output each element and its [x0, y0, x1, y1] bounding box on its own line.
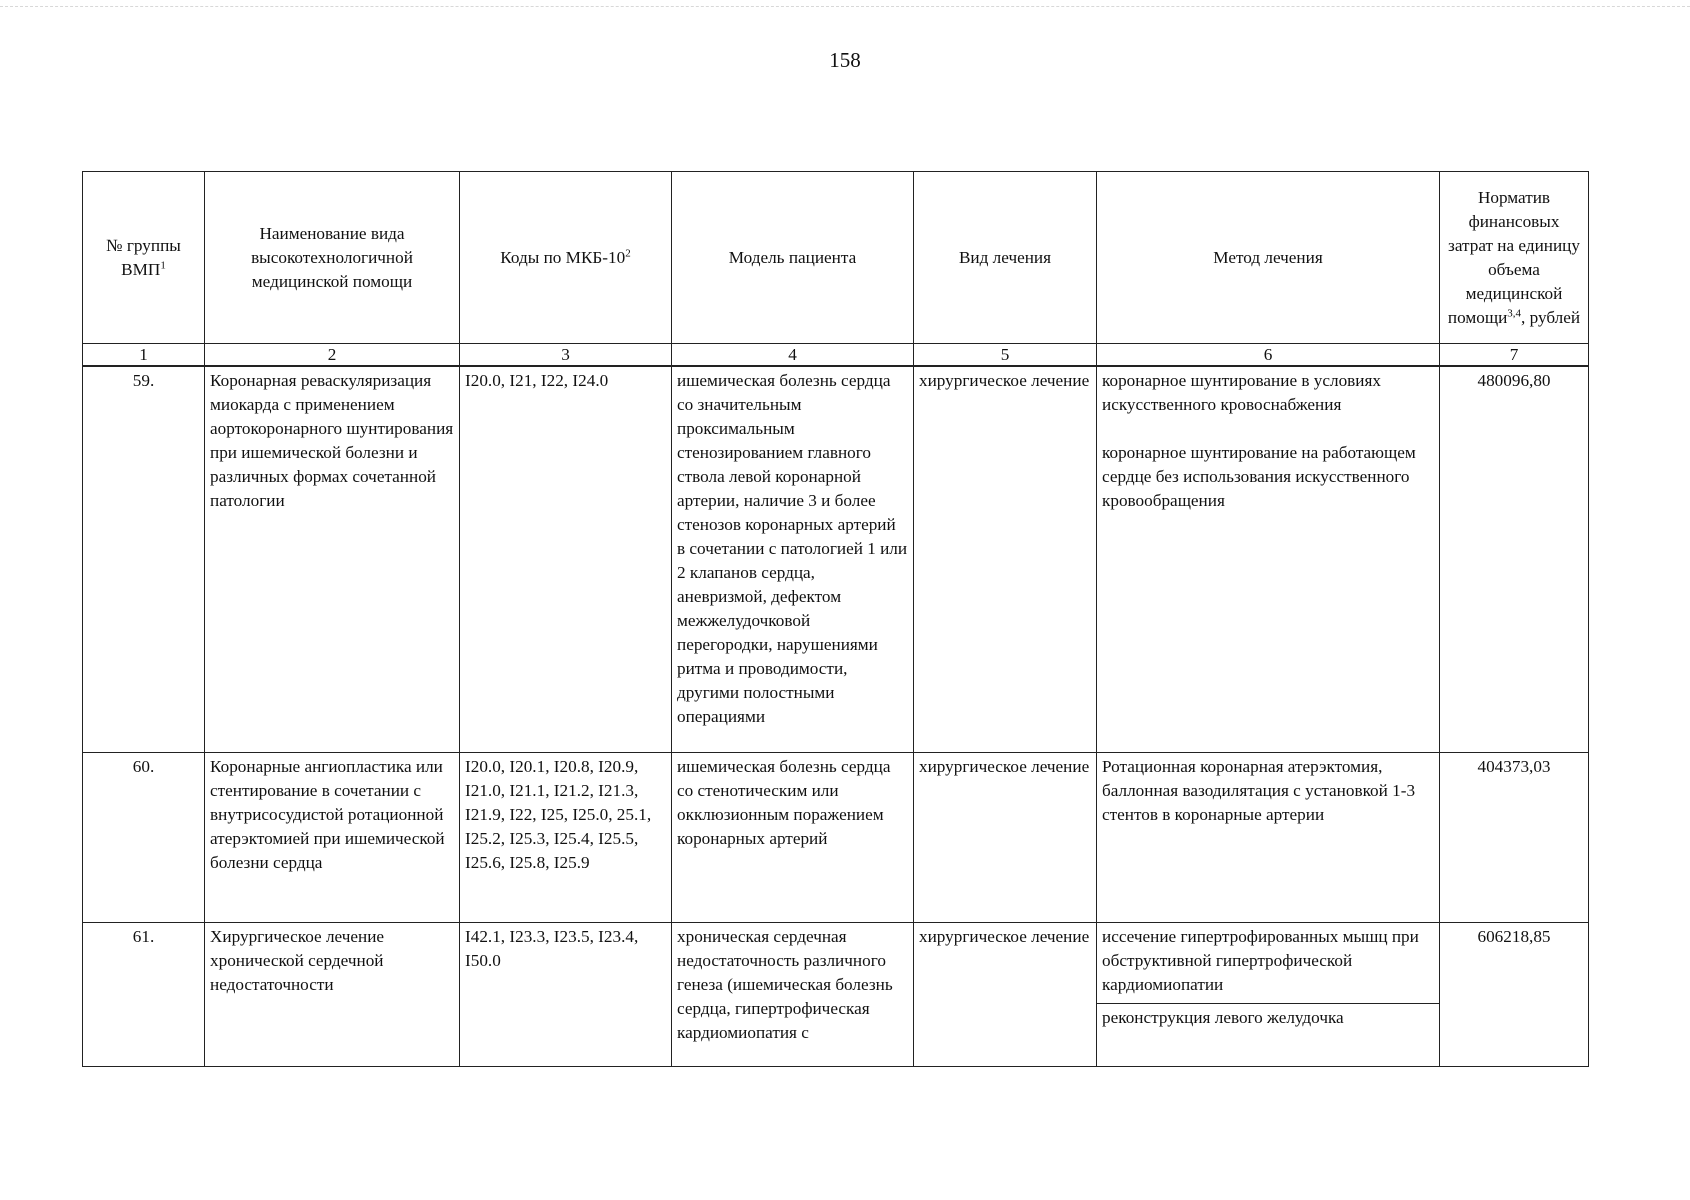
treatment-type: хирургическое лечение [914, 922, 1097, 1066]
column-number: 6 [1097, 344, 1440, 367]
method-item: коронарное шунтирование на работающем сердце без использования искусственного кровообращения [1102, 443, 1416, 510]
header-name: Наименование вида высокотехнологичной медицинской помощи [205, 172, 460, 344]
care-type-name: Коронарная реваскуляризация миокарда с применением аортокоронарного шунтирования при ишемической болезни и различных формах сочетанной патологии [205, 366, 460, 752]
header-cost: Норматив финансовых затрат на единицу объема медицинской помощи$^{3,4}$, рублей [1440, 172, 1589, 344]
group-number: 61. [83, 922, 205, 1066]
table-row [83, 752, 1589, 922]
table-row [83, 922, 1589, 1066]
header-group: № группы ВМП$^1$ [83, 172, 205, 344]
column-number: 7 [1440, 344, 1589, 367]
icd-codes: I20.0, I21, I22, I24.0 [460, 366, 672, 752]
group-number: 59. [83, 366, 205, 752]
patient-model: ишемическая болезнь сердца со стенотическим или окклюзионным поражением коронарных артерий [672, 752, 914, 922]
patient-model: хроническая сердечная недостаточность различного генеза (ишемическая болезнь сердца, гипертрофическая кардиомиопатия с [672, 922, 914, 1066]
care-type-name: Коронарные ангиопластика или стентирование в сочетании с внутрисосудистой ротационной атерэктомией при ишемической болезни сердца [205, 752, 460, 922]
header-codes: Коды по МКБ-$10^2$ [460, 172, 672, 344]
care-type-name: Хирургическое лечение хронической сердечной недостаточности [205, 922, 460, 1066]
header-method: Метод лечения [1097, 172, 1440, 344]
method-item: реконструкция левого желудочка [1097, 1003, 1439, 1036]
cost-norm: 480096,80 [1440, 366, 1589, 752]
method-item: иссечение гипертрофированных мышц при обструктивной гипертрофической кардиомиопатии [1102, 926, 1419, 994]
treatment-method: Ротационная коронарная атерэктомия, баллонная вазодилятация с установкой 1-3 стентов в коронарные артерии [1097, 752, 1440, 922]
method-item: коронарное шунтирование в условиях искусственного кровоснабжения [1102, 371, 1381, 414]
group-number: 60. [83, 752, 205, 922]
cost-norm: 606218,85 [1440, 922, 1589, 1066]
cost-norm: 404373,03 [1440, 752, 1589, 922]
icd-codes: I20.0, I20.1, I20.8, I20.9, I21.0, I21.1, I21.2, I21.3, I21.9, I22, I25, I25.0, 25.1, I25.2, I25.3, I25.4, I25.5, I25.6, I25.8, I25.9 [460, 752, 672, 922]
column-number: 3 [460, 344, 672, 367]
header-model: Модель пациента [672, 172, 914, 344]
column-number: 1 [83, 344, 205, 367]
treatment-type: хирургическое лечение [914, 366, 1097, 752]
column-number-row [83, 344, 1589, 367]
column-number: 5 [914, 344, 1097, 367]
column-number: 4 [672, 344, 914, 367]
table-row [83, 366, 1589, 752]
scan-top-rule [0, 6, 1690, 7]
treatment-method [1097, 366, 1440, 752]
treatment-method [1097, 922, 1440, 1066]
header-row [83, 172, 1589, 344]
column-number: 2 [205, 344, 460, 367]
page-number: 158 [829, 48, 861, 72]
patient-model: ишемическая болезнь сердца со значительным проксимальным стенозированием главного ствола левой коронарной артерии, наличие 3 и более стенозов коронарных артерий в сочетании с патологией 1 или 2 клапанов сердца, аневризмой, дефектом межжелудочковой перегородки, нарушениями ритма и проводимости, другими полостными операциями [672, 366, 914, 752]
header-type: Вид лечения [914, 172, 1097, 344]
vmp-table [82, 171, 1589, 1067]
icd-codes: I42.1, I23.3, I23.5, I23.4, I50.0 [460, 922, 672, 1066]
treatment-type: хирургическое лечение [914, 752, 1097, 922]
